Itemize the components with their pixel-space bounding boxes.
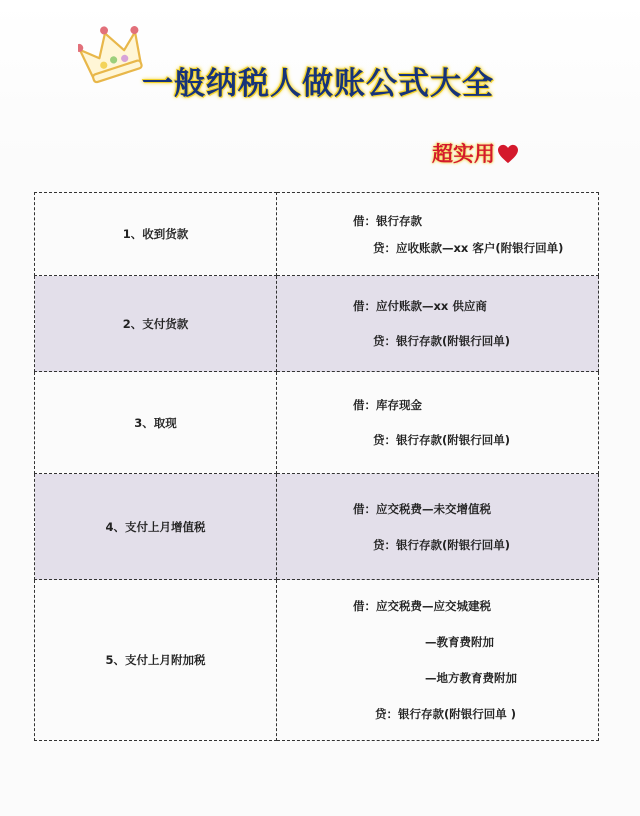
entry-lines-cell: [277, 474, 599, 580]
table-row: [35, 580, 599, 741]
entry-label: 1、收到货款: [122, 227, 189, 241]
entry-label-cell: [35, 372, 277, 474]
entry-lines-cell: [277, 276, 599, 372]
entry-lines-cell: [277, 372, 599, 474]
entry-label: 3、取现: [134, 415, 177, 430]
entry-line: —地方教育费附加: [425, 671, 517, 685]
entry-label-cell: [35, 193, 277, 276]
entry-line: 贷：银行存款(附银行回单 ): [375, 707, 517, 721]
entry-line: 借：库存现金: [353, 398, 422, 412]
table-row: [35, 372, 599, 474]
entry-label-cell: [35, 474, 277, 580]
entry-label: 5、支付上月附加税: [105, 653, 206, 667]
entry-line: 借：应交税费—未交增值税: [353, 501, 491, 516]
entry-line: 贷：应收账款—xx 客户(附银行回单): [373, 240, 564, 255]
entry-label: 4、支付上月增值税: [105, 519, 206, 534]
subtitle: 超实用: [432, 142, 495, 166]
entry-line: 贷：银行存款(附银行回单): [373, 433, 511, 447]
page-title: 一般纳税人做账公式大全: [142, 66, 494, 102]
table-row: [35, 474, 599, 580]
entry-line: 借：应付账款—xx 供应商: [353, 299, 487, 313]
entry-lines-cell: [277, 193, 599, 276]
journal-entry-table: [34, 192, 599, 741]
entry-label-cell: [35, 580, 277, 741]
entry-label: 2、支付货款: [122, 316, 189, 331]
entry-line: 借：应交税费—应交城建税: [353, 599, 491, 613]
heart-icon: [497, 144, 519, 164]
entry-line: 借：银行存款: [353, 213, 422, 228]
entry-line: 贷：银行存款(附银行回单): [373, 537, 511, 552]
entry-line: —教育费附加: [425, 635, 494, 649]
entry-lines-cell: [277, 580, 599, 741]
entry-label-cell: [35, 276, 277, 372]
table-row: [35, 193, 599, 276]
subtitle-group: [432, 138, 519, 168]
table-row: [35, 276, 599, 372]
entry-line: 贷：银行存款(附银行回单): [373, 334, 511, 348]
crown-icon: [78, 18, 148, 88]
